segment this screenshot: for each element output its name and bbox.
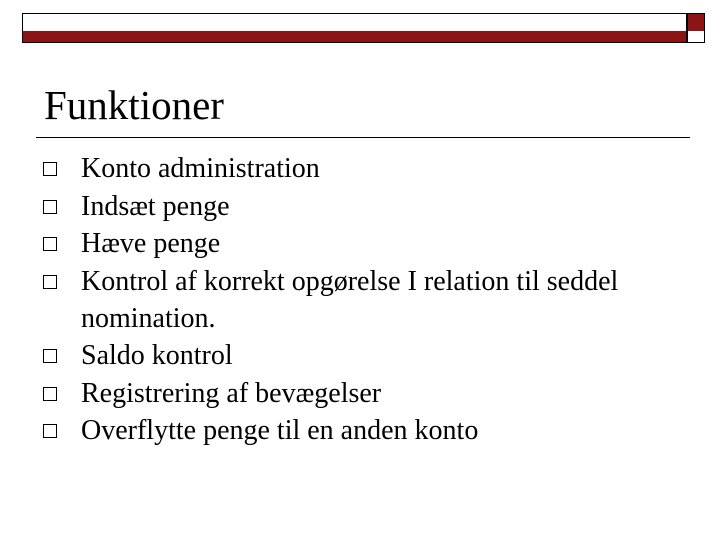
- title-divider: [36, 137, 690, 138]
- bullet-text: Registrering af bevægelser: [81, 377, 382, 409]
- bullet-text: Hæve penge: [81, 228, 221, 259]
- corner-stripe-dark: [688, 14, 704, 31]
- bullet-item: [42, 263, 702, 337]
- hollow-square-bullet-icon: [43, 387, 57, 401]
- hollow-square-bullet-icon: [43, 275, 57, 289]
- bullet-item: [42, 337, 702, 374]
- bullet-list: [42, 150, 702, 450]
- bullet-text: Kontrol af korrekt opgørelse I relation til seddel nomination.: [81, 265, 619, 334]
- header-stripe-light: [23, 14, 686, 31]
- header-stripe-dark: [23, 31, 686, 42]
- hollow-square-bullet-icon: [43, 162, 57, 176]
- bullet-item: [42, 150, 702, 187]
- bullet-item: [42, 412, 702, 449]
- hollow-square-bullet-icon: [43, 424, 57, 438]
- slide-title: Funktioner: [44, 82, 224, 128]
- header-corner-square: [687, 13, 705, 43]
- hollow-square-bullet-icon: [43, 349, 57, 363]
- bullet-item: [42, 188, 702, 225]
- bullet-text: Overflytte penge til en anden konto: [81, 415, 479, 446]
- header-decoration-band: [22, 13, 687, 43]
- bullet-text: Saldo kontrol: [81, 340, 233, 371]
- bullet-item: [42, 375, 702, 412]
- bullet-text: Indsæt penge: [81, 190, 230, 222]
- bullet-item: [42, 225, 702, 262]
- bullet-text: Konto administration: [81, 153, 320, 184]
- hollow-square-bullet-icon: [43, 200, 57, 214]
- hollow-square-bullet-icon: [43, 237, 57, 251]
